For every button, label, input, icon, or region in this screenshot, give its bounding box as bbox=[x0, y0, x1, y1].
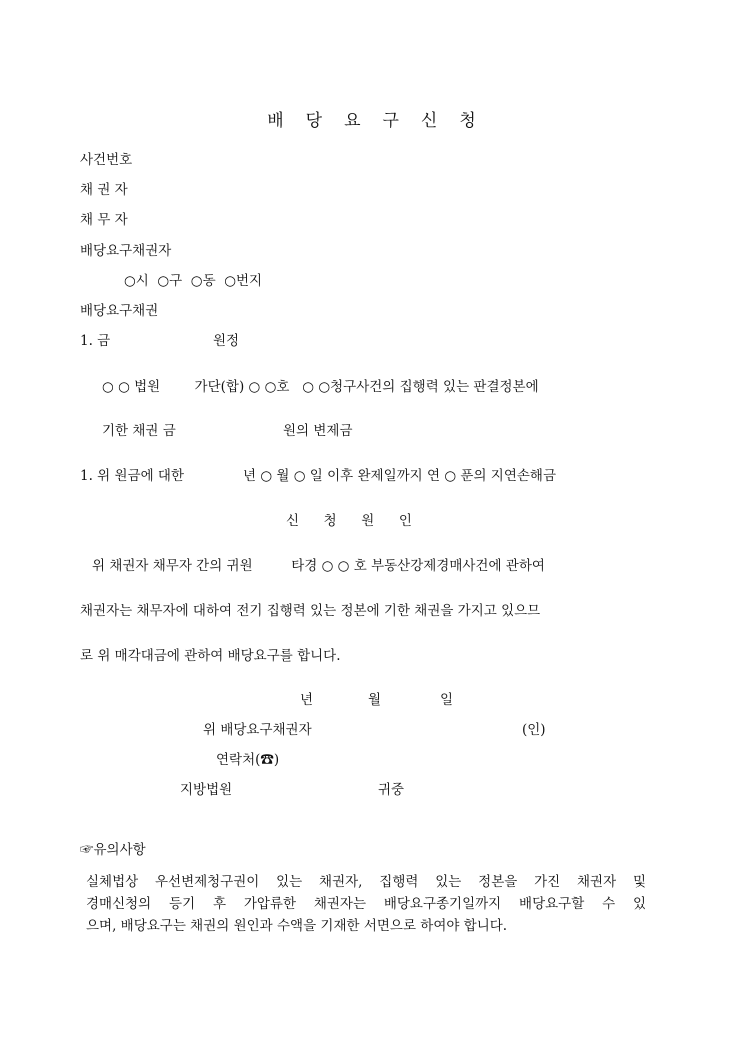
notes-line: 으며, 배당요구는 채권의 원인과 수액을 기재한 서면으로 하여야 합니다. bbox=[86, 918, 508, 934]
creditor-label: 채 권 자 bbox=[80, 182, 128, 198]
claim-principal-suffix: 원의 변제금 bbox=[283, 423, 353, 439]
seal-mark: (인) bbox=[522, 722, 546, 738]
case-number-label: 사건번호 bbox=[80, 152, 133, 168]
claim-principal-prefix: 기한 채권 금 bbox=[102, 423, 176, 439]
date-month: 월 bbox=[368, 692, 382, 708]
date-year: 년 bbox=[300, 692, 314, 708]
claim-amount-prefix: 1. 금 bbox=[80, 333, 111, 349]
debtor-label: 채 무 자 bbox=[80, 212, 128, 228]
reason-line: 로 위 매각대금에 관하여 배당요구를 합니다. bbox=[80, 648, 341, 664]
notes-heading: ☞유의사항 bbox=[80, 842, 146, 858]
claim-amount-suffix: 원정 bbox=[213, 333, 240, 349]
document-title: 배당요구신청 bbox=[267, 111, 498, 131]
claim-creditor-label: 배당요구채권자 bbox=[80, 243, 172, 259]
address-line: ○시 ○구 ○동 ○번지 bbox=[124, 273, 263, 289]
claim-interest-prefix: 1. 위 원금에 대한 bbox=[80, 468, 184, 484]
notes-body bbox=[86, 871, 646, 937]
date-day: 일 bbox=[440, 692, 454, 708]
reason-line: 채권자는 채무자에 대하여 전기 집행력 있는 정본에 기한 채권을 가지고 있으므 bbox=[80, 603, 541, 619]
court-name: 지방법원 bbox=[180, 782, 233, 798]
addressee: 귀중 bbox=[378, 782, 405, 798]
notes-line: 경매신청의 등기 후 가압류한 채권자는 배당요구종기일까지 배당요구할 수 있 bbox=[86, 896, 646, 912]
claim-judgment-line: ○ ○ 법원 가단(합) ○ ○호 ○ ○청구사건의 집행력 있는 판결정본에 bbox=[102, 379, 539, 395]
claim-label: 배당요구채권 bbox=[80, 303, 159, 319]
contact-label: 연락처(☎) bbox=[216, 752, 280, 768]
claim-interest-suffix: 년 ○ 월 ○ 일 이후 완제일까지 연 ○ 푼의 지연손해금 bbox=[243, 468, 556, 484]
notes-line: 실체법상 우선변제청구권이 있는 채권자, 집행력 있는 정본을 가진 채권자 및 bbox=[86, 874, 646, 890]
reason-line: 위 채권자 채무자 간의 귀원 타경 ○ ○ 호 부동산강제경매사건에 관하여 bbox=[92, 558, 545, 574]
applicant-label: 위 배당요구채권자 bbox=[203, 722, 312, 738]
reason-heading: 신 청 원 인 bbox=[286, 513, 412, 529]
